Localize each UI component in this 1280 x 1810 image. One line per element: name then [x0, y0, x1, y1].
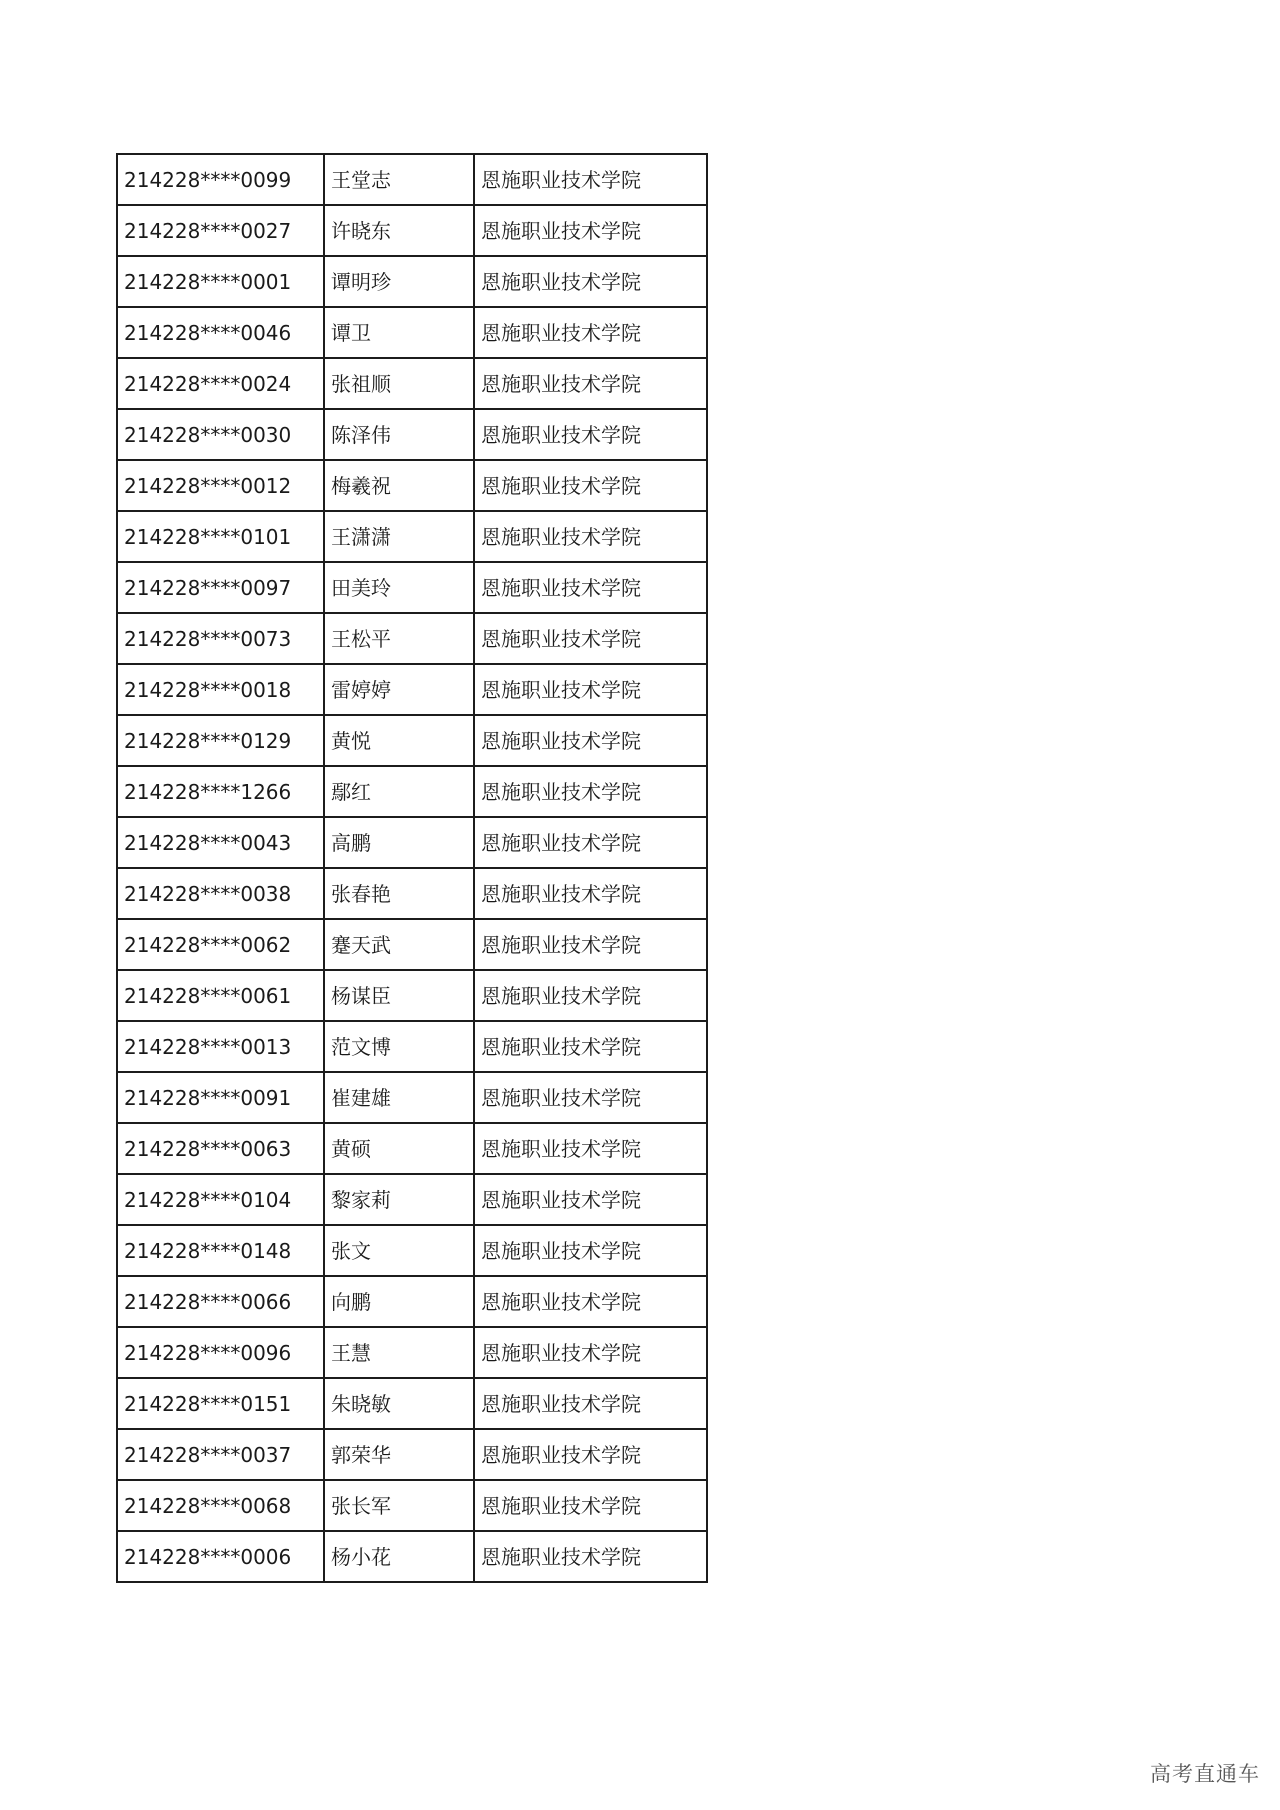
id-cell: 214228****0018	[117, 664, 324, 715]
school-cell: 恩施职业技术学院	[474, 766, 707, 817]
id-cell: 214228****0097	[117, 562, 324, 613]
table-row	[117, 919, 707, 970]
name-cell: 王潇潇	[324, 511, 474, 562]
id-cell: 214228****0046	[117, 307, 324, 358]
name-cell: 谭明珍	[324, 256, 474, 307]
table-row	[117, 562, 707, 613]
school-cell: 恩施职业技术学院	[474, 817, 707, 868]
school-cell: 恩施职业技术学院	[474, 1174, 707, 1225]
name-cell: 崔建雄	[324, 1072, 474, 1123]
id-cell: 214228****1266	[117, 766, 324, 817]
id-cell: 214228****0013	[117, 1021, 324, 1072]
school-cell: 恩施职业技术学院	[474, 1480, 707, 1531]
school-cell: 恩施职业技术学院	[474, 1021, 707, 1072]
name-cell: 鄢红	[324, 766, 474, 817]
name-cell: 蹇天武	[324, 919, 474, 970]
table-row	[117, 460, 707, 511]
id-cell: 214228****0024	[117, 358, 324, 409]
table-row	[117, 1531, 707, 1582]
table-row	[117, 1174, 707, 1225]
school-cell: 恩施职业技术学院	[474, 205, 707, 256]
id-cell: 214228****0066	[117, 1276, 324, 1327]
name-cell: 王堂志	[324, 154, 474, 205]
table-row	[117, 715, 707, 766]
table-row	[117, 613, 707, 664]
table-row	[117, 307, 707, 358]
school-cell: 恩施职业技术学院	[474, 1225, 707, 1276]
school-cell: 恩施职业技术学院	[474, 1531, 707, 1582]
school-cell: 恩施职业技术学院	[474, 256, 707, 307]
id-cell: 214228****0148	[117, 1225, 324, 1276]
name-cell: 向鹏	[324, 1276, 474, 1327]
table-row	[117, 205, 707, 256]
school-cell: 恩施职业技术学院	[474, 1378, 707, 1429]
school-cell: 恩施职业技术学院	[474, 1327, 707, 1378]
table-row	[117, 664, 707, 715]
table-row	[117, 1072, 707, 1123]
school-cell: 恩施职业技术学院	[474, 970, 707, 1021]
name-cell: 杨小花	[324, 1531, 474, 1582]
table-row	[117, 409, 707, 460]
table-row	[117, 1429, 707, 1480]
school-cell: 恩施职业技术学院	[474, 1072, 707, 1123]
candidate-table	[116, 153, 708, 1583]
table-row	[117, 511, 707, 562]
id-cell: 214228****0096	[117, 1327, 324, 1378]
candidate-table-body	[117, 154, 707, 1582]
id-cell: 214228****0043	[117, 817, 324, 868]
name-cell: 高鹏	[324, 817, 474, 868]
table-row	[117, 1225, 707, 1276]
table-row	[117, 256, 707, 307]
table-row	[117, 817, 707, 868]
school-cell: 恩施职业技术学院	[474, 613, 707, 664]
name-cell: 梅羲祝	[324, 460, 474, 511]
name-cell: 王松平	[324, 613, 474, 664]
table-row	[117, 1276, 707, 1327]
school-cell: 恩施职业技术学院	[474, 1429, 707, 1480]
school-cell: 恩施职业技术学院	[474, 409, 707, 460]
id-cell: 214228****0068	[117, 1480, 324, 1531]
school-cell: 恩施职业技术学院	[474, 511, 707, 562]
name-cell: 张祖顺	[324, 358, 474, 409]
name-cell: 黄悦	[324, 715, 474, 766]
name-cell: 郭荣华	[324, 1429, 474, 1480]
name-cell: 雷婷婷	[324, 664, 474, 715]
id-cell: 214228****0063	[117, 1123, 324, 1174]
school-cell: 恩施职业技术学院	[474, 307, 707, 358]
id-cell: 214228****0151	[117, 1378, 324, 1429]
id-cell: 214228****0101	[117, 511, 324, 562]
school-cell: 恩施职业技术学院	[474, 868, 707, 919]
school-cell: 恩施职业技术学院	[474, 664, 707, 715]
table-row	[117, 970, 707, 1021]
name-cell: 张春艳	[324, 868, 474, 919]
name-cell: 陈泽伟	[324, 409, 474, 460]
table-row	[117, 1480, 707, 1531]
school-cell: 恩施职业技术学院	[474, 460, 707, 511]
name-cell: 张文	[324, 1225, 474, 1276]
name-cell: 谭卫	[324, 307, 474, 358]
id-cell: 214228****0012	[117, 460, 324, 511]
school-cell: 恩施职业技术学院	[474, 1123, 707, 1174]
id-cell: 214228****0104	[117, 1174, 324, 1225]
school-cell: 恩施职业技术学院	[474, 562, 707, 613]
name-cell: 王慧	[324, 1327, 474, 1378]
table-row	[117, 868, 707, 919]
watermark: 高考直通车	[1150, 1762, 1260, 1786]
id-cell: 214228****0073	[117, 613, 324, 664]
table-row	[117, 766, 707, 817]
table-row	[117, 1327, 707, 1378]
name-cell: 杨谋臣	[324, 970, 474, 1021]
name-cell: 许晓东	[324, 205, 474, 256]
school-cell: 恩施职业技术学院	[474, 715, 707, 766]
id-cell: 214228****0061	[117, 970, 324, 1021]
name-cell: 范文博	[324, 1021, 474, 1072]
table-row	[117, 1378, 707, 1429]
school-cell: 恩施职业技术学院	[474, 154, 707, 205]
name-cell: 田美玲	[324, 562, 474, 613]
id-cell: 214228****0006	[117, 1531, 324, 1582]
name-cell: 黎家莉	[324, 1174, 474, 1225]
table-row	[117, 1123, 707, 1174]
school-cell: 恩施职业技术学院	[474, 1276, 707, 1327]
school-cell: 恩施职业技术学院	[474, 919, 707, 970]
id-cell: 214228****0062	[117, 919, 324, 970]
id-cell: 214228****0129	[117, 715, 324, 766]
name-cell: 朱晓敏	[324, 1378, 474, 1429]
table-row	[117, 1021, 707, 1072]
school-cell: 恩施职业技术学院	[474, 358, 707, 409]
id-cell: 214228****0099	[117, 154, 324, 205]
id-cell: 214228****0037	[117, 1429, 324, 1480]
id-cell: 214228****0001	[117, 256, 324, 307]
table-row	[117, 358, 707, 409]
table-row	[117, 154, 707, 205]
name-cell: 黄硕	[324, 1123, 474, 1174]
id-cell: 214228****0027	[117, 205, 324, 256]
name-cell: 张长军	[324, 1480, 474, 1531]
id-cell: 214228****0038	[117, 868, 324, 919]
id-cell: 214228****0030	[117, 409, 324, 460]
id-cell: 214228****0091	[117, 1072, 324, 1123]
